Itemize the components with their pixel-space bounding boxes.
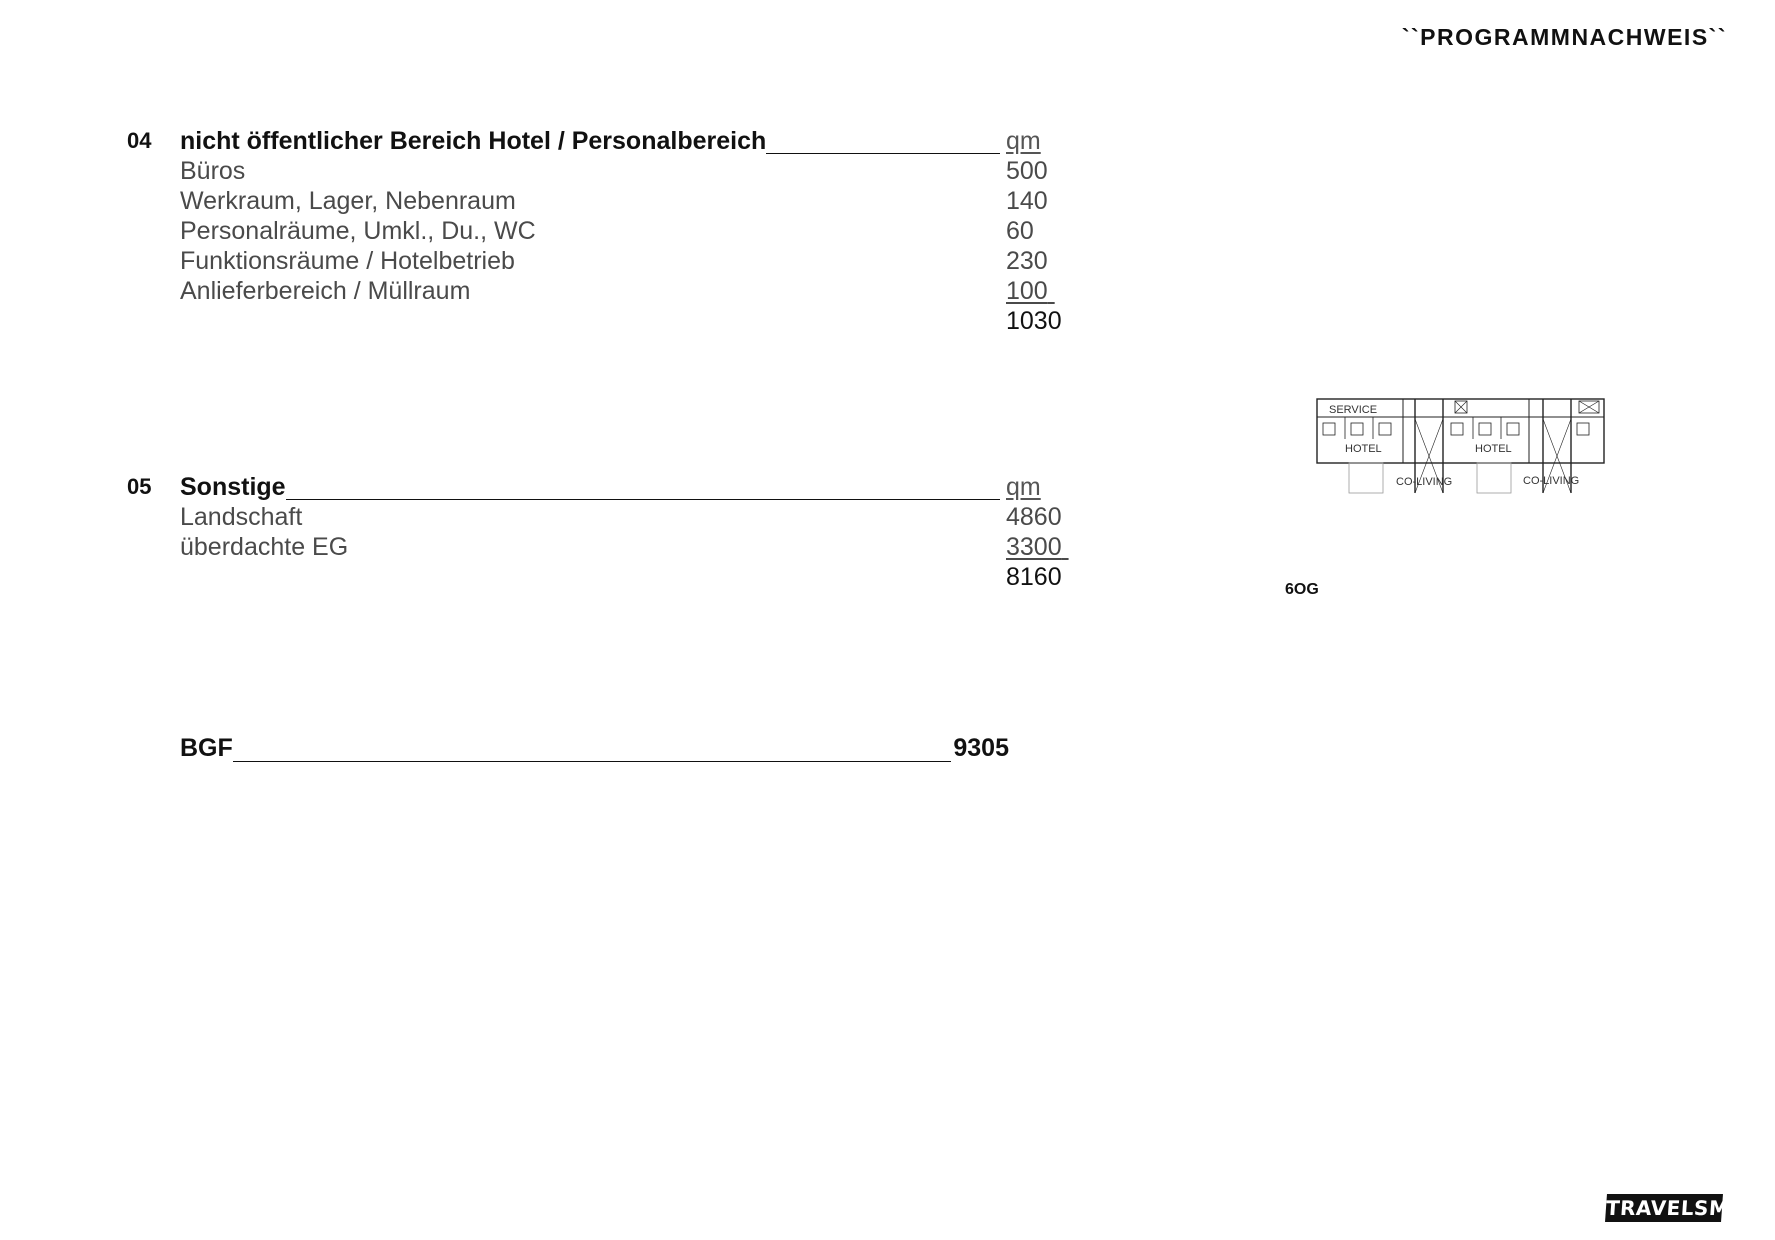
row-value: 3300 [1006, 533, 1062, 561]
row-value: 500 [1006, 157, 1048, 185]
floor-plan-caption: 6OG [1285, 581, 1319, 598]
unit-label: qm [1006, 473, 1041, 501]
plan-label-coliving: CO-LIVING [1523, 475, 1580, 487]
section-heading-text: nicht öffentlicher Bereich Hotel / Personalbereich [180, 127, 767, 155]
bgf-label: BGF [180, 734, 233, 762]
plan-label-hotel: HOTEL [1345, 443, 1382, 455]
heading-rule [180, 499, 1000, 500]
plan-label-hotel: HOTEL [1475, 443, 1512, 455]
row-value: 140 [1006, 187, 1048, 215]
row-value: 60 [1006, 217, 1034, 245]
floor-plan-drawing [1315, 397, 1615, 501]
section-heading [180, 473, 1000, 505]
row-label: Personalräume, Umkl., Du., WC [180, 217, 536, 245]
unit-label: qm [1006, 127, 1041, 155]
plan-label-service: SERVICE [1329, 404, 1378, 416]
section-number: 05 [127, 474, 152, 499]
row-label: Werkraum, Lager, Nebenraum [180, 187, 516, 215]
section-total: 8160 [1006, 563, 1062, 591]
bgf-value: 9305 [953, 734, 1009, 762]
section-total: 1030 [1006, 307, 1062, 335]
page-title: ``PROGRAMMNACHWEIS`` [1401, 24, 1727, 50]
section-number: 04 [127, 128, 152, 153]
row-label: Landschaft [180, 503, 303, 531]
row-value: 100 [1006, 277, 1048, 305]
plan-label-coliving: CO-LIVING [1396, 476, 1453, 488]
row-value: 230 [1006, 247, 1048, 275]
section-heading [180, 127, 1000, 159]
row-label: überdachte EG [180, 533, 349, 561]
bgf-rule [180, 761, 1005, 762]
row-label: Funktionsräume / Hotelbetrieb [180, 247, 515, 275]
travelsmart-logo: TRAVELSMART [1605, 1196, 1775, 1220]
row-label: Büros [180, 157, 246, 185]
row-label: Anlieferbereich / Müllraum [180, 277, 471, 305]
row-value: 4860 [1006, 503, 1062, 531]
bgf-row [180, 734, 1009, 768]
section-heading-text: Sonstige [180, 473, 286, 501]
